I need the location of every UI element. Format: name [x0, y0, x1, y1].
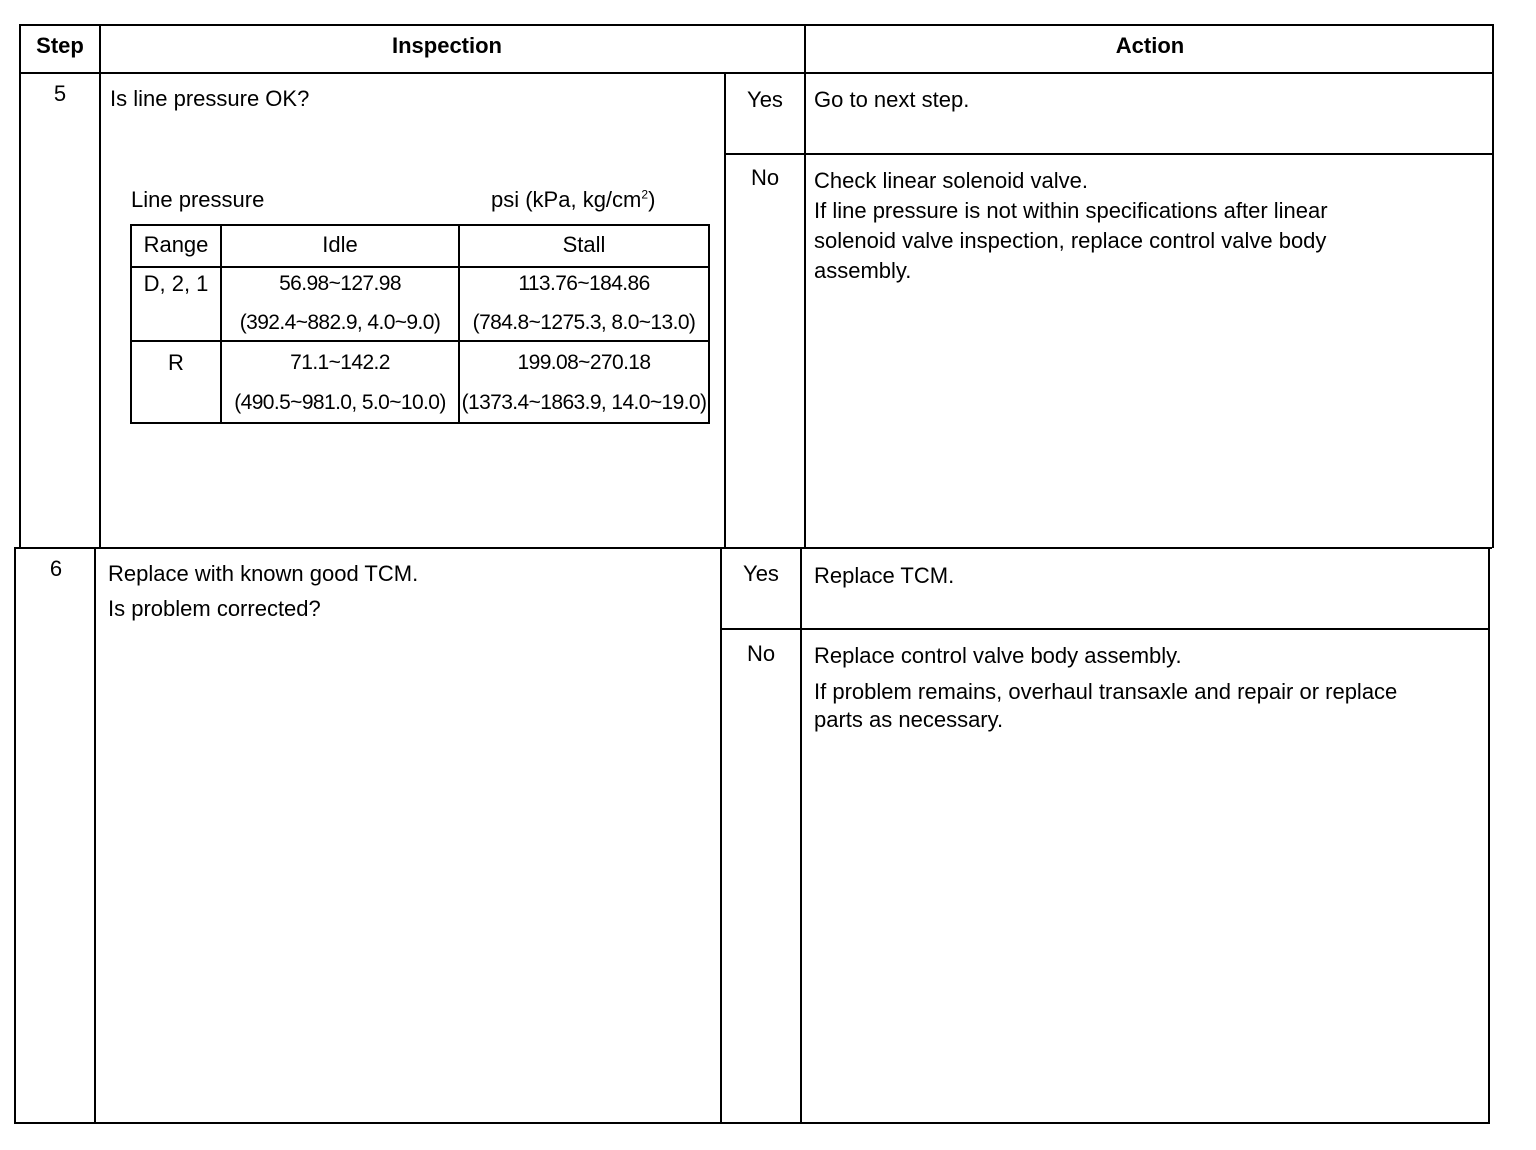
inner-header-bottom [132, 266, 708, 268]
header-inspection: Inspection [391, 33, 502, 58]
table-bottom-border [14, 1122, 1490, 1124]
table-top-border [20, 24, 1494, 26]
stall-r-metric: (1373.4~1863.9, 14.0~19.0) [461, 391, 707, 414]
step-5-no-action-line-4: assembly. [814, 258, 912, 283]
yesno-column-left-divider-lower [720, 547, 722, 1124]
step-5-inspection: Is line pressure OK? [110, 86, 310, 111]
step-6-inspection-line-2: Is problem corrected? [108, 596, 321, 621]
range-r: R [168, 350, 184, 375]
col-header-range: Range [143, 232, 209, 257]
header-bottom-border [20, 72, 1494, 74]
col-header-stall: Stall [562, 232, 606, 257]
line-pressure-title: Line pressure [131, 187, 265, 212]
step-5-no-action-line-3: solenoid valve inspection, replace control valve body [814, 228, 1327, 253]
idle-d21-psi: 56.98~127.98 [279, 272, 401, 295]
step-6-no-action-line-1: Replace control valve body assembly. [814, 643, 1182, 668]
action-column-divider [804, 24, 806, 548]
step-5-no-action-line-2: If line pressure is not within specifications after linear [814, 198, 1328, 223]
stall-d21-metric: (784.8~1275.3, 8.0~13.0) [472, 311, 696, 334]
idle-d21-metric: (392.4~882.9, 4.0~9.0) [239, 311, 441, 334]
line-pressure-unit [491, 186, 655, 214]
stall-r-psi: 199.08~270.18 [517, 351, 651, 374]
table-right-border [1492, 24, 1494, 548]
step-5-no-label: No [750, 165, 780, 190]
step-6-yes-label: Yes [743, 561, 779, 586]
table-right-border-lower [1488, 547, 1490, 1124]
col-header-idle: Idle [322, 232, 358, 257]
step-6-yes-action: Replace TCM. [814, 563, 955, 588]
unit-sup: 2 [641, 187, 649, 202]
row5-yes-no-divider [724, 153, 1494, 155]
step-column-divider-lower [94, 547, 96, 1124]
line-pressure-table [130, 224, 710, 424]
table-left-border-lower [14, 547, 16, 1124]
row6-yes-no-divider [720, 628, 1490, 630]
yesno-column-left-divider [724, 72, 726, 548]
step-5-yes-action: Go to next step. [814, 87, 970, 112]
action-column-divider-lower [800, 547, 802, 1124]
row-divider-5-6 [16, 547, 1492, 549]
unit-suffix: ) [648, 187, 656, 212]
step-6-number: 6 [49, 556, 63, 581]
idle-r-metric: (490.5~981.0, 5.0~10.0) [234, 391, 446, 414]
step-6-inspection-line-1: Replace with known good TCM. [108, 561, 419, 586]
unit-prefix: psi (kPa, kg/cm [491, 187, 642, 212]
header-action: Action [1115, 33, 1185, 58]
inner-row-divider [132, 340, 708, 342]
step-5-no-action-line-1: Check linear solenoid valve. [814, 168, 1088, 193]
step-6-no-action-line-2: If problem remains, overhaul transaxle and repair or replace [814, 679, 1398, 704]
range-d21: D, 2, 1 [143, 271, 209, 296]
header-step: Step [36, 33, 84, 58]
step-5-number: 5 [53, 81, 67, 106]
step-6-no-label: No [746, 641, 776, 666]
step-5-yes-label: Yes [747, 87, 783, 112]
stall-d21-psi: 113.76~184.86 [518, 272, 650, 295]
idle-r-psi: 71.1~142.2 [290, 351, 390, 374]
step-6-no-action-line-3: parts as necessary. [814, 707, 1004, 732]
